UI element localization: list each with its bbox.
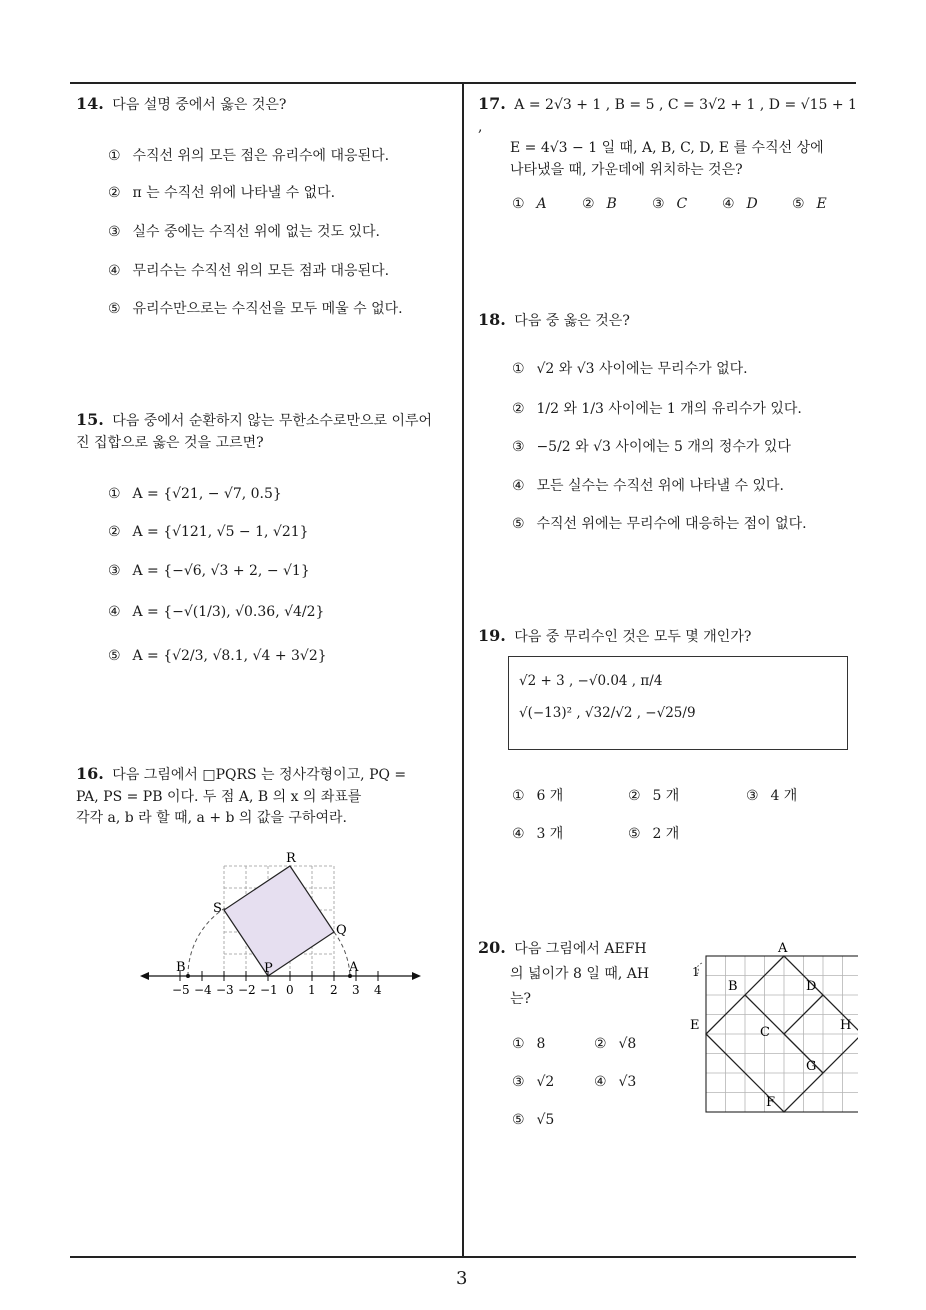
label-E: E [690, 1018, 700, 1033]
option-4[interactable]: ④ A = {−√(1/3), √0.36, √4/2} [108, 604, 325, 620]
question-number: 15. [76, 410, 104, 429]
tick-label: 3 [352, 983, 360, 997]
tick-label: 1 [308, 983, 316, 997]
question-stem: A = 2√3 + 1 , B = 5 , C = 3√2 + 1 , D = √15 + 1 , [478, 97, 857, 135]
expression-box [508, 656, 848, 750]
number-line-square-figure [138, 850, 423, 1000]
option-3[interactable]: ③ 4 개 [746, 788, 798, 804]
option-1[interactable]: ① 수직선 위의 모든 점은 유리수에 대응된다. [108, 148, 390, 164]
option-2[interactable]: ② π 는 수직선 위에 나타낼 수 없다. [108, 185, 336, 201]
question-stem-cont: 각각 a, b 라 할 때, a + b 의 값을 구하여라. [76, 810, 347, 827]
question-number: 18. [478, 310, 506, 329]
option-3[interactable]: ③ A = {−√6, √3 + 2, − √1} [108, 563, 310, 579]
question-stem: 다음 중 무리수인 것은 모두 몇 개인가? [514, 629, 752, 645]
option-4[interactable]: ④ 모든 실수는 수직선 위에 나타낼 수 있다. [512, 478, 784, 494]
label-R: R [286, 851, 296, 866]
option-5[interactable]: ⑤ 유리수만으로는 수직선을 모두 메울 수 없다. [108, 301, 403, 317]
option-1[interactable]: ① 6 개 [512, 788, 564, 804]
option-2[interactable]: ② √8 [594, 1036, 637, 1052]
label-A: A [349, 960, 359, 975]
question-stem-cont: 나타냈을 때, 가운데에 위치하는 것은? [510, 162, 743, 179]
question-stem: 다음 그림에서 AEFH [514, 941, 647, 957]
tick-label: 2 [330, 983, 338, 997]
option-3[interactable]: ③ 실수 중에는 수직선 위에 없는 것도 있다. [108, 224, 380, 240]
option-5[interactable]: ⑤ E [792, 196, 827, 212]
option-4[interactable]: ④ 무리수는 수직선 위의 모든 점과 대응된다. [108, 263, 390, 279]
tick-label: −2 [238, 983, 256, 997]
option-5[interactable]: ⑤ √5 [512, 1112, 555, 1128]
tick-label: −5 [172, 983, 190, 997]
option-3[interactable]: ③ C [652, 196, 688, 212]
option-2[interactable]: ② A = {√121, √5 − 1, √21} [108, 524, 309, 540]
tick-label: −4 [194, 983, 212, 997]
question-stem-cont: E = 4√3 − 1 일 때, A, B, C, D, E 를 수직선 상에 [510, 140, 824, 157]
label-A: A [778, 941, 788, 956]
option-5[interactable]: ⑤ A = {√2/3, √8.1, √4 + 3√2} [108, 648, 327, 664]
label-F: F [766, 1095, 776, 1110]
question-number: 19. [478, 626, 506, 645]
option-1[interactable]: ① A [512, 196, 547, 212]
label-B: B [176, 960, 186, 975]
tick-label: 0 [286, 983, 294, 997]
option-1[interactable]: ① A = {√21, − √7, 0.5} [108, 486, 282, 502]
expression-line-2: √(−13)² , √32/√2 , −√25/9 [519, 705, 696, 721]
option-5[interactable]: ⑤ 수직선 위에는 무리수에 대응하는 점이 없다. [512, 516, 807, 532]
option-2[interactable]: ② 5 개 [628, 788, 680, 804]
option-2[interactable]: ② 1/2 와 1/3 사이에는 1 개의 유리수가 있다. [512, 401, 802, 417]
question-stem-cont: 는? [510, 990, 532, 1007]
question-stem: 다음 중에서 순환하지 않는 무한소수로만으로 이루어 [112, 413, 433, 429]
option-4[interactable]: ④ D [722, 196, 758, 212]
column-divider [462, 82, 464, 1257]
question-stem-cont: PA, PS = PB 이다. 두 점 A, B 의 x 의 좌표를 [76, 788, 362, 805]
label-C: C [760, 1025, 770, 1040]
option-1[interactable]: ① 8 [512, 1036, 546, 1052]
question-number: 16. [76, 764, 104, 783]
question-number: 17. [478, 94, 506, 113]
question-stem-cont: 의 넓이가 8 일 때, AH [510, 966, 650, 982]
option-3[interactable]: ③ √2 [512, 1074, 555, 1090]
tick-label: −1 [260, 983, 278, 997]
label-H: H [840, 1018, 852, 1033]
bottom-rule [70, 1256, 856, 1258]
question-stem: 다음 중 옳은 것은? [514, 313, 630, 329]
label-B: B [728, 979, 738, 994]
question-stem: 다음 설명 중에서 옳은 것은? [112, 97, 287, 113]
square-grid-figure [686, 936, 858, 1114]
question-stem: 다음 그림에서 □PQRS 는 정사각형이고, PQ = [112, 767, 407, 783]
option-1[interactable]: ① √2 와 √3 사이에는 무리수가 없다. [512, 361, 748, 377]
question-number: 20. [478, 938, 506, 957]
label-G: G [806, 1059, 817, 1074]
question-stem-cont: 진 집합으로 옳은 것을 고르면? [76, 434, 264, 451]
label-one: 1 [692, 965, 700, 979]
option-4[interactable]: ④ 3 개 [512, 826, 564, 842]
expression-line-1: √2 + 3 , −√0.04 , π/4 [519, 673, 663, 689]
option-3[interactable]: ③ −5/2 와 √3 사이에는 5 개의 정수가 있다 [512, 439, 791, 455]
label-D: D [806, 979, 817, 994]
tick-label: −3 [216, 983, 234, 997]
label-S: S [213, 901, 222, 916]
label-Q: Q [336, 923, 347, 938]
option-2[interactable]: ② B [582, 196, 617, 212]
option-5[interactable]: ⑤ 2 개 [628, 826, 680, 842]
option-4[interactable]: ④ √3 [594, 1074, 637, 1090]
label-P: P [264, 961, 273, 976]
question-number: 14. [76, 94, 104, 113]
tick-label: 4 [374, 983, 382, 997]
page-number: 3 [456, 1268, 468, 1289]
